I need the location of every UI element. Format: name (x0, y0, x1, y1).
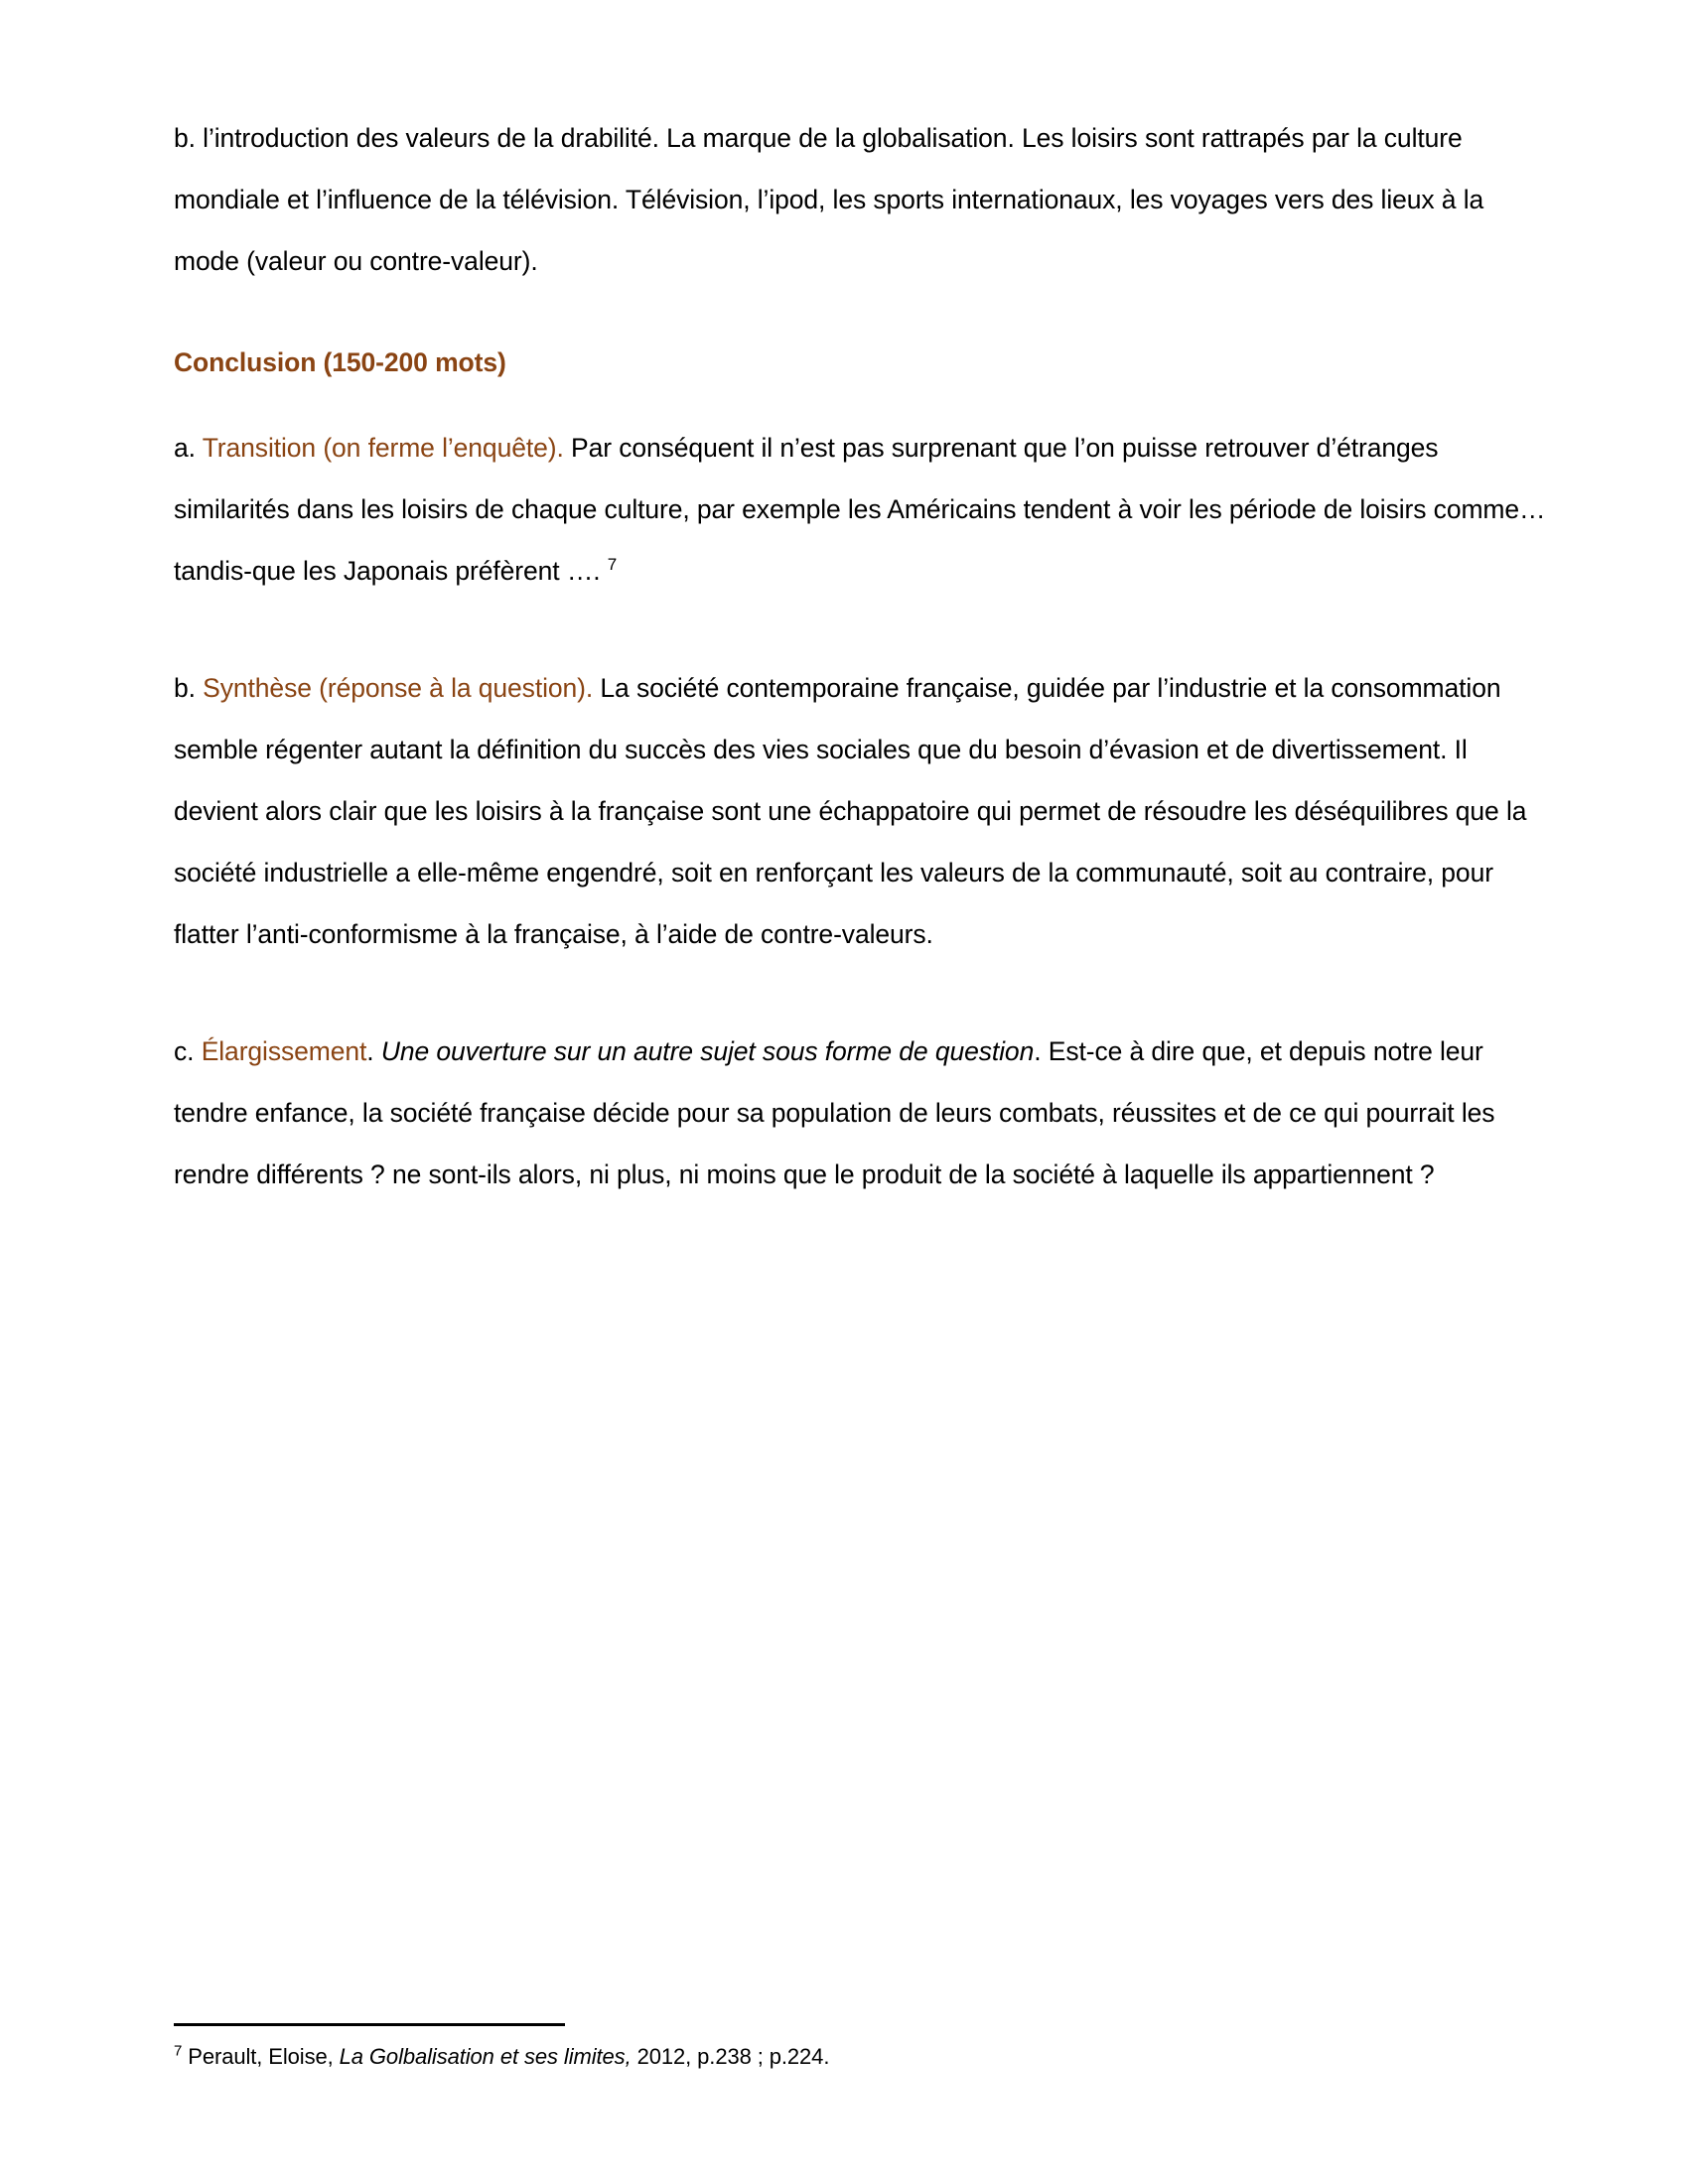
conclusion-heading: Conclusion (150-200 mots) (174, 347, 506, 377)
transition-text: Par conséquent il n’est pas surprenant que l’on puisse retrouver d’étranges similarités dans les loisirs de chaque culture, par exemple les Américains tendent à voir les période de loisirs comme… tandis-que les Japonais préfèrent …. (174, 433, 1546, 586)
synthese-marker: b. (174, 673, 204, 703)
footnote-entry (174, 2042, 1554, 2072)
footnote-number: 7 (174, 2042, 183, 2060)
spacer (174, 292, 1554, 338)
paragraph-elargissement (174, 1021, 1554, 1205)
elargissement-italic-phrase: Une ouverture sur un autre sujet sous forme de question (380, 1036, 1035, 1066)
footnote-area (174, 2023, 1554, 2072)
footnote-details: 2012, p.238 ; p.224. (631, 2044, 830, 2069)
footnote-title: La Golbalisation et ses limites, (339, 2044, 632, 2069)
transition-accent-label: Transition (on ferme l’enquête). (202, 433, 564, 463)
spacer (174, 387, 1554, 417)
elargissement-marker: c. (174, 1036, 202, 1066)
paragraph-b-introduction: b. l’introduction des valeurs de la drabilité. La marque de la globalisation. Les loisirs sont rattrapés par la culture mondiale et l’influence de la télévision. Télévision, l’ipod, les sports internationaux, les voyages vers des lieux à la mode (valeur ou contre-valeur). (174, 123, 1484, 276)
paragraph-transition (174, 417, 1554, 602)
paragraph-synthese (174, 657, 1554, 965)
transition-marker: a. (174, 433, 203, 463)
document-body (174, 107, 1554, 1205)
elargissement-after-label: . (366, 1036, 381, 1066)
spacer (174, 965, 1554, 1021)
synthese-accent-label: Synthèse (réponse à la question). (203, 673, 594, 703)
synthese-text: La société contemporaine française, guidée par l’industrie et la consommation semble régenter autant la définition du succès des vies sociales que du besoin d’évasion et de divertissement. Il devient alors clair que les loisirs à la française sont une échappatoire qui permet de résoudre les déséquilibres que la société industrielle a elle-même engendré, soit en renforçant les valeurs de la communauté, soit au contraire, pour flatter l’anti-conformisme à la française, à l’aide de contre-valeurs. (174, 673, 1527, 949)
spacer (174, 602, 1554, 657)
footnote-author: Perault, Eloise, (182, 2044, 340, 2069)
footnote-reference-7[interactable]: 7 (607, 555, 618, 575)
elargissement-text: . Est-ce à dire que, et depuis notre leur tendre enfance, la société française décide pour sa population de leurs combats, réussites et de ce qui pourrait les rendre différents ? ne sont-ils alors, ni plus, ni moins que le produit de la société à laquelle ils appartiennent ? (174, 1036, 1495, 1189)
elargissement-accent-label: Élargissement (201, 1036, 367, 1066)
footnote-separator-rule (174, 2023, 565, 2026)
